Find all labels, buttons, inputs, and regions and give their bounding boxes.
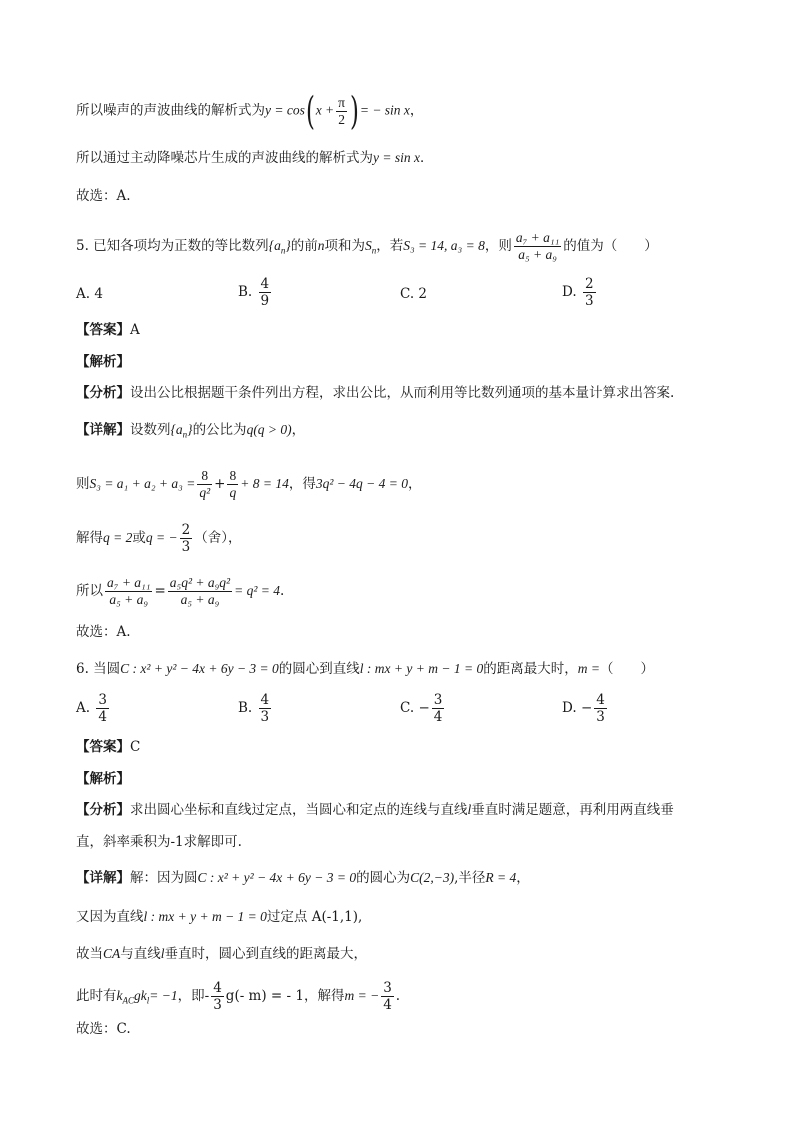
detail-6-line-1: 【详解】解：因为圆C : x² + y² − 4x + 6y − 3 = 0的圆心为C(2,−3),半径R = 4，: [76, 870, 530, 886]
option-c[interactable]: C. − $\frac{3}{4}$: [400, 692, 443, 725]
detail-5-line-3: 所以 $\frac{\text{a₇ + a₁₁}}{\text{a₅ + a₉}}$ = $\frac{\text{a₅q² + a₉q²}}{\text{a₅ + a₉}}$ = q² = 4.: [76, 575, 285, 607]
formula: x +: [315, 102, 335, 118]
formula: C : x² + y² − 4x + 6y − 3 = 0: [120, 661, 279, 676]
detail-6-line-3: 故当CA与直线l垂直时，圆心到直线的距离最大，: [76, 946, 368, 962]
detail-5: 【详解】设数列$\{a_n\}$的公比为q(q > 0)，: [76, 422, 306, 440]
detail-6-line-2: 又因为直线l : mx + y + m − 1 = 0过定点 A(-1,1),: [76, 909, 363, 925]
analysis-6-line-2: 直，斜率乘积为-1求解即可.: [76, 834, 242, 850]
option-b[interactable]: B. $\frac{4}{9}$: [238, 276, 270, 309]
option-a[interactable]: A. $\frac{3}{4}$: [76, 692, 107, 725]
analysis-label-6: 【解析】: [76, 771, 130, 787]
formula: y = sin x: [373, 150, 420, 165]
answer-5: 【答案】A: [76, 322, 140, 338]
detail-5-line-2: 解得q = 2或q = − $\frac{2}{3}$ （舍），: [76, 522, 242, 555]
option-d[interactable]: D. − $\frac{4}{3}$: [562, 692, 605, 725]
choose-line: 故选：A.: [76, 188, 131, 204]
text: 所以噪声的声波曲线的解析式为: [76, 102, 265, 119]
option-b[interactable]: B. $\frac{4}{3}$: [238, 692, 270, 725]
fraction: $\frac{\text{a₇ + a₁₁}}{\text{a₅ + a₉}}$: [515, 230, 560, 262]
question-6: 6. 当圆C : x² + y² − 4x + 6y − 3 = 0的圆心到直线l : mx + y + m − 1 = 0的距离最大时，m =（ ）: [76, 661, 654, 677]
question-5: 5. 已知各项均为正数的等比数列$\{a_n\}$的前n项和为$S_n$，若S₃ = 14, a₃ = 8，则 $\frac{\text{a₇ + a₁₁}}{\text{a₅ + a₉}}$ 的值为（ ）: [76, 230, 658, 262]
option-d[interactable]: D. $\frac{2}{3}$: [562, 276, 594, 309]
answer-6: 【答案】C: [76, 739, 141, 755]
formula: l : mx + y + m − 1 = 0: [359, 661, 484, 676]
fraction: $\frac{\pi}{2}$: [338, 94, 345, 127]
formula: = − sin x: [359, 102, 410, 118]
choose-5: 故选：A.: [76, 624, 131, 640]
option-a[interactable]: A. 4: [76, 286, 103, 302]
analysis-5: 【分析】设出公比根据题干条件列出方程，求出公比，从而利用等比数列通项的基本量计算求出答案.: [76, 385, 675, 401]
text-line-noise-chip: 所以通过主动降噪芯片生成的声波曲线的解析式为y = sin x．: [76, 150, 434, 166]
option-c[interactable]: C. 2: [400, 286, 428, 302]
analysis-6-line-1: 【分析】求出圆心坐标和直线过定点，当圆心和定点的连线与直线l垂直时满足题意，再利用两直线垂: [76, 802, 674, 818]
analysis-label-5: 【解析】: [76, 354, 130, 370]
detail-6-line-4: 此时有$k_{AC}gk_l= -1$，即- $\frac{4}{3}$ g(- m) = - 1，解得m = − $\frac{3}{4}$ .: [76, 980, 401, 1013]
formula: y = cos: [265, 102, 305, 118]
choose-6: 故选：C.: [76, 1021, 131, 1037]
text-line-sound-wave: 所以噪声的声波曲线的解析式为y = cos(x + $\frac{\pi}{2}$ )= − sin x，: [76, 89, 424, 133]
detail-5-line-1: 则S₃ = a₁ + a₂ + a₃ = $\frac{8}{\text{q²}}$ + $\frac{8}{q}$ + 8 = 14，得3q² − 4q − 4 = 0，: [76, 468, 422, 500]
formula: S₃ = 14, a₃ = 8: [403, 238, 485, 253]
